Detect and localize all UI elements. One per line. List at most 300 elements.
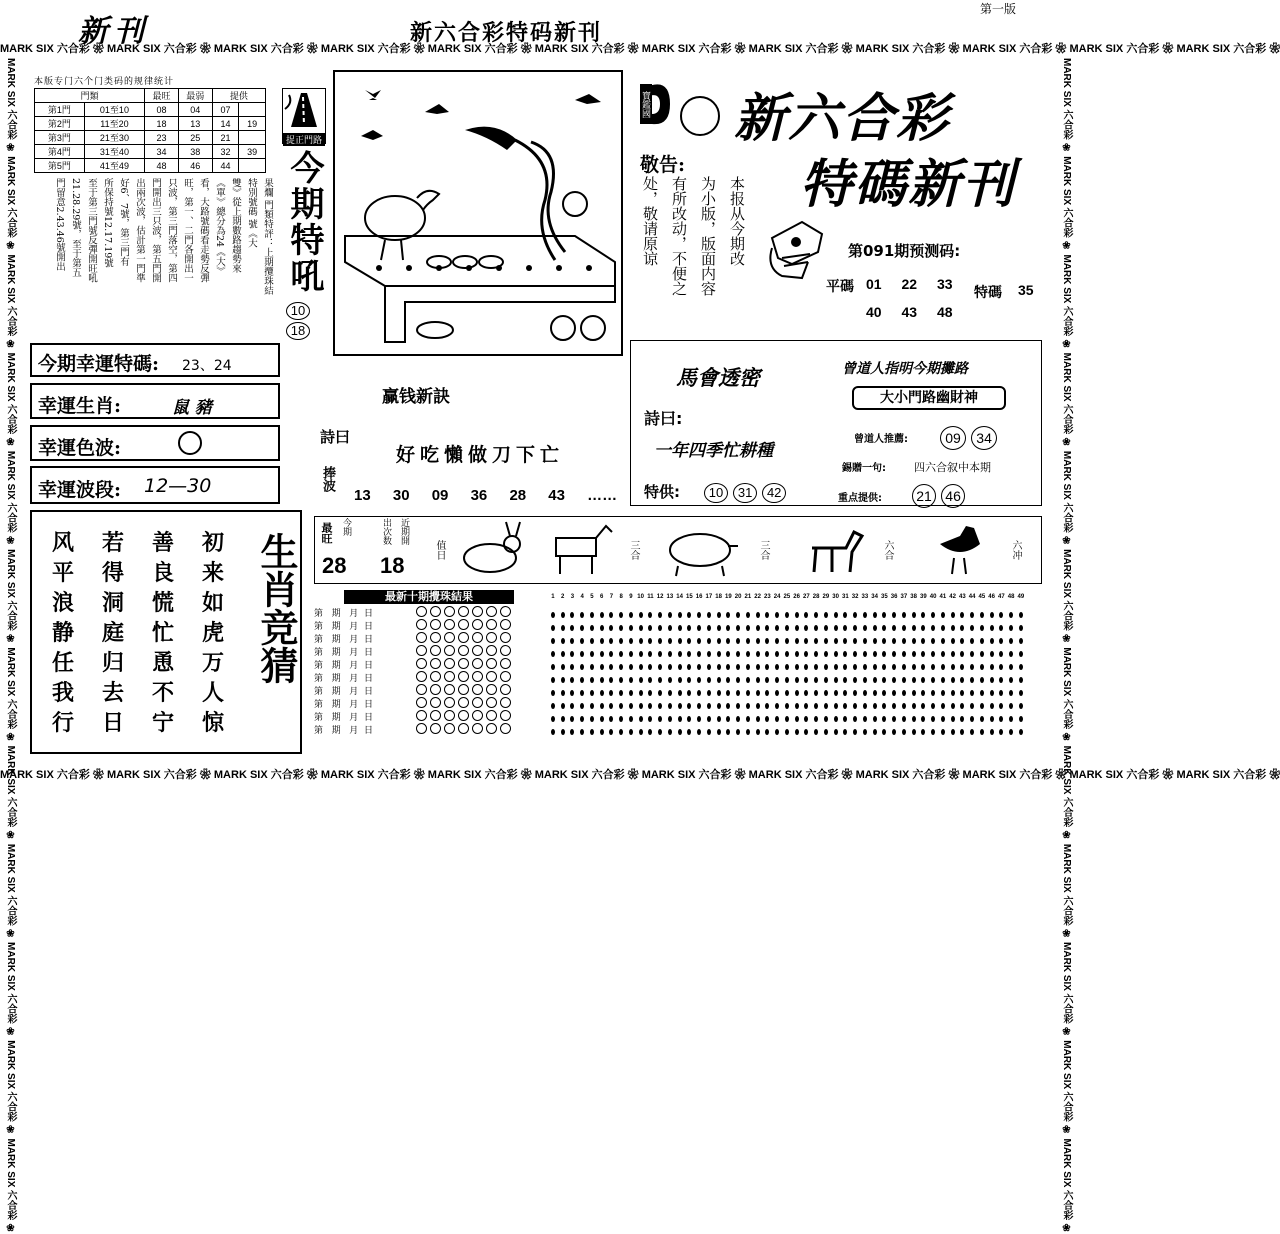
record-ball-icon [444, 632, 455, 643]
record-dot [811, 673, 821, 686]
record-dot [1016, 699, 1026, 712]
record-ball-icon [458, 723, 469, 734]
record-dot [587, 660, 597, 673]
record-dot [675, 712, 685, 725]
record-dot [821, 634, 831, 647]
record-ball-icon [486, 645, 497, 656]
record-ball-icon [430, 710, 441, 721]
record-dot [997, 699, 1007, 712]
record-dot [724, 699, 734, 712]
record-dot [909, 608, 919, 621]
record-dot [987, 660, 997, 673]
record-dot [704, 673, 714, 686]
table-row [416, 645, 511, 658]
table-row [416, 710, 511, 723]
flat-label: 平碼 [826, 279, 854, 295]
record-dot [850, 699, 860, 712]
record-dot [587, 634, 597, 647]
table-row [416, 684, 511, 697]
record-dot [1006, 673, 1016, 686]
prediction-title: 第091期预测码: [848, 242, 961, 260]
record-dot [568, 699, 578, 712]
record-dot [763, 699, 773, 712]
record-dot [919, 634, 929, 647]
horse-title: 馬會透密 [676, 365, 760, 390]
record-dot [850, 621, 860, 634]
record-dot [763, 673, 773, 686]
record-dot [1016, 647, 1026, 660]
record-dot [821, 647, 831, 660]
bird-illustration-icon [335, 72, 621, 354]
record-ball-icon [430, 619, 441, 630]
table-row [548, 647, 1026, 660]
horse-special-label: 特供: [644, 483, 680, 501]
record-dot [1006, 712, 1016, 725]
record-dot [919, 686, 929, 699]
poem-grid: 风 若 善 初 平 得 良 来 浪 洞 慌 如 静 庭 忙 虎 任 归 恿 万 我 去 不 人 行 日 宁 惊 [51, 530, 224, 736]
record-dot [753, 634, 763, 647]
record-dot [889, 608, 899, 621]
record-dot [743, 660, 753, 673]
record-dot [938, 699, 948, 712]
record-dot [811, 660, 821, 673]
record-dot [607, 634, 617, 647]
record-dot [636, 699, 646, 712]
record-dot [616, 673, 626, 686]
record-dot [704, 608, 714, 621]
record-dot [685, 660, 695, 673]
record-dot [685, 725, 695, 738]
record-dot [607, 699, 617, 712]
record-dot [704, 725, 714, 738]
records-dot-grid [548, 608, 1026, 738]
record-dot [714, 673, 724, 686]
record-dot [958, 634, 968, 647]
record-dot [724, 660, 734, 673]
record-dot [899, 660, 909, 673]
record-dot [850, 712, 860, 725]
record-dot [821, 699, 831, 712]
special-number: 35 [1018, 282, 1034, 298]
edition-label: 第一版 [980, 2, 1017, 16]
record-dot [860, 647, 870, 660]
record-dot [733, 725, 743, 738]
record-dot [909, 712, 919, 725]
table-row: 第4門 31至40 34 38 32 39 [35, 145, 266, 159]
record-number-label: 25 [783, 594, 791, 600]
pick-label: 捧波 [320, 466, 335, 492]
record-dot [694, 660, 704, 673]
record-number-label: 45 [978, 594, 986, 600]
record-dot [616, 608, 626, 621]
record-dot [675, 608, 685, 621]
pick-numbers: 13 30 09 36 28 43 …… [354, 487, 618, 504]
zeng-gift-text: 四六合叙中本期 [914, 461, 991, 474]
record-ball-icon [500, 710, 511, 721]
record-ball-icon [416, 710, 427, 721]
record-dot [597, 647, 607, 660]
record-dot [1006, 647, 1016, 660]
record-dot [899, 608, 909, 621]
record-dot [646, 673, 656, 686]
record-ball-icon [416, 684, 427, 695]
record-dot [743, 673, 753, 686]
record-dot [948, 699, 958, 712]
rooster-icon [930, 520, 990, 578]
record-dot [763, 660, 773, 673]
record-ball-icon [444, 671, 455, 682]
record-dot [948, 712, 958, 725]
record-dot [1016, 712, 1026, 725]
record-number-label: 33 [861, 594, 869, 600]
record-dot [909, 699, 919, 712]
winning-poem: 好吃懶做刀下亡 [396, 444, 565, 466]
record-dot [889, 712, 899, 725]
record-dot [655, 647, 665, 660]
record-dot [850, 725, 860, 738]
record-dot [724, 647, 734, 660]
record-ball-icon [430, 632, 441, 643]
record-dot [753, 608, 763, 621]
logo-text: 新刊 [78, 14, 150, 49]
record-dot [655, 660, 665, 673]
record-ball-icon [444, 606, 455, 617]
record-ball-icon [458, 645, 469, 656]
table-row [548, 634, 1026, 647]
record-ball-icon [458, 671, 469, 682]
record-dot [802, 686, 812, 699]
record-dot [626, 686, 636, 699]
record-ball-icon [500, 697, 511, 708]
record-dot [850, 686, 860, 699]
record-dot [772, 608, 782, 621]
record-dot [655, 673, 665, 686]
record-dot [821, 712, 831, 725]
table-row [548, 712, 1026, 725]
record-dot [811, 647, 821, 660]
record-dot [958, 712, 968, 725]
record-dot [665, 647, 675, 660]
record-dot [597, 634, 607, 647]
record-dot [997, 725, 1007, 738]
record-dot [987, 608, 997, 621]
record-dot [685, 608, 695, 621]
record-dot [811, 699, 821, 712]
lucky-special-box: 今期幸運特碼: 23、24 [30, 343, 280, 377]
record-dot [597, 725, 607, 738]
record-dot [685, 673, 695, 686]
record-number-label: 47 [998, 594, 1005, 600]
record-number-label: 26 [793, 594, 800, 600]
record-dot [655, 725, 665, 738]
record-dot [733, 686, 743, 699]
record-dot [821, 686, 831, 699]
zeng-focus-label: 重点提供: [838, 493, 882, 504]
record-dot [772, 686, 782, 699]
record-dot [880, 634, 890, 647]
record-dot [792, 673, 802, 686]
record-dot [548, 647, 558, 660]
record-ball-icon [430, 671, 441, 682]
record-dot [938, 673, 948, 686]
record-dot [587, 647, 597, 660]
record-dot [850, 647, 860, 660]
record-dot [607, 647, 617, 660]
table-row: 第 期 月 日 [314, 700, 373, 710]
horse-poem: 一年四季忙耕種 [654, 441, 773, 461]
record-dot [841, 647, 851, 660]
record-dot [665, 673, 675, 686]
record-dot [782, 647, 792, 660]
record-dot [792, 647, 802, 660]
record-dot [909, 725, 919, 738]
record-dot [694, 608, 704, 621]
record-dot [802, 725, 812, 738]
record-dot [860, 725, 870, 738]
record-dot [792, 660, 802, 673]
record-dot [997, 647, 1007, 660]
record-dot [938, 725, 948, 738]
record-dot [577, 673, 587, 686]
record-dot [753, 712, 763, 725]
record-ball-icon [500, 632, 511, 643]
record-dot [860, 673, 870, 686]
record-dot [763, 621, 773, 634]
record-dot [568, 647, 578, 660]
record-dot [782, 608, 792, 621]
record-dot [665, 725, 675, 738]
record-dot [948, 673, 958, 686]
record-dot [714, 634, 724, 647]
record-dot [665, 686, 675, 699]
record-dot [850, 608, 860, 621]
record-dot [616, 660, 626, 673]
record-dot [733, 634, 743, 647]
record-dot [568, 621, 578, 634]
record-dot [870, 725, 880, 738]
record-dot [753, 647, 763, 660]
record-dot [772, 634, 782, 647]
record-dot [655, 621, 665, 634]
zeng-title: 曾道人指明今期攤路 [842, 361, 968, 377]
record-dot [831, 725, 841, 738]
record-dot [958, 647, 968, 660]
illustration-box [333, 70, 623, 356]
record-dot [977, 660, 987, 673]
record-number-label: 46 [988, 594, 995, 600]
record-dot [763, 634, 773, 647]
record-ball-icon [500, 671, 511, 682]
record-dot [821, 660, 831, 673]
record-ball-icon [458, 606, 469, 617]
record-dot [577, 608, 587, 621]
flat-numbers-row1: 01 22 33 [866, 276, 953, 292]
record-dot [685, 634, 695, 647]
record-number-label: 49 [1017, 594, 1025, 600]
record-dot [928, 699, 938, 712]
record-dot [909, 673, 919, 686]
record-dot [558, 634, 568, 647]
record-dot [577, 699, 587, 712]
goat-icon [546, 520, 616, 578]
record-dot [616, 686, 626, 699]
record-dot [714, 608, 724, 621]
record-ball-icon [458, 632, 469, 643]
record-dot [753, 686, 763, 699]
record-ball-icon [472, 697, 483, 708]
record-number-label: 37 [900, 594, 908, 600]
winning-poem-label: 詩曰 [320, 428, 351, 446]
record-dot [811, 621, 821, 634]
table-row: 第5門 41至49 48 46 44 [35, 159, 266, 173]
record-dot [1006, 608, 1016, 621]
record-dot [626, 621, 636, 634]
record-dot [607, 673, 617, 686]
record-dot [587, 608, 597, 621]
record-number-label: 40 [929, 594, 937, 600]
border-band-right: MARK SIX 六合彩 ❀ MARK SIX 六合彩 ❀ MARK SIX 六合彩 ❀ MARK SIX 六合彩 ❀ MARK SIX 六合彩 ❀ MARK SIX 六合彩 ❀ MARK SIX 六合彩 ❀ MARK SIX 六合彩 ❀ MARK SIX 六合彩 ❀ MARK SIX 六合彩 ❀ MARK SIX 六合彩 ❀ MARK SIX 六合彩 ❀ [1061, 58, 1072, 1234]
record-dot [636, 712, 646, 725]
record-dot [909, 647, 919, 660]
record-dot [928, 608, 938, 621]
record-dot [577, 660, 587, 673]
record-dot [802, 699, 812, 712]
record-dot [694, 686, 704, 699]
record-dot [909, 621, 919, 634]
record-dot [714, 621, 724, 634]
table-row [548, 608, 1026, 621]
record-dot [607, 725, 617, 738]
record-number-label: 16 [695, 594, 703, 600]
record-number-label: 41 [939, 594, 947, 600]
record-dot [928, 621, 938, 634]
record-dot [880, 647, 890, 660]
record-dot [636, 647, 646, 660]
record-dot [548, 660, 558, 673]
record-dot [568, 634, 578, 647]
jinqi-title: 今期特吼 [284, 150, 324, 294]
record-dot [870, 712, 880, 725]
table-row [548, 621, 1026, 634]
record-dot [948, 621, 958, 634]
record-dot [646, 725, 656, 738]
record-dot [724, 634, 734, 647]
record-dot [694, 647, 704, 660]
table-row: 第 期 月 日 [314, 726, 373, 736]
record-dot [870, 647, 880, 660]
record-dot [802, 634, 812, 647]
record-dot [675, 699, 685, 712]
record-dot [763, 647, 773, 660]
record-dot [597, 660, 607, 673]
record-number-label: 28 [812, 594, 820, 600]
record-ball-icon [500, 658, 511, 669]
record-dot [928, 712, 938, 725]
record-dot [704, 634, 714, 647]
record-number-label: 27 [803, 594, 810, 600]
record-dot [753, 725, 763, 738]
near-value: 18 [380, 553, 405, 578]
record-dot [675, 621, 685, 634]
record-dot [636, 634, 646, 647]
record-dot [568, 712, 578, 725]
record-dot [997, 686, 1007, 699]
record-dot [743, 686, 753, 699]
record-ball-icon [486, 710, 497, 721]
record-dot [724, 621, 734, 634]
record-dot [782, 712, 792, 725]
lucky-color-box: 幸運色波: [30, 425, 280, 461]
record-dot [948, 660, 958, 673]
record-dot [714, 699, 724, 712]
record-dot [753, 673, 763, 686]
record-dot [967, 699, 977, 712]
record-dot [724, 686, 734, 699]
record-dot [616, 699, 626, 712]
record-ball-icon [472, 606, 483, 617]
record-dot [597, 608, 607, 621]
record-dot [831, 712, 841, 725]
record-dot [675, 647, 685, 660]
record-dot [977, 725, 987, 738]
record-dot [938, 660, 948, 673]
record-number-label: 42 [949, 594, 956, 600]
record-number-label: 32 [851, 594, 859, 600]
border-band-top: MARK SIX 六合彩 ❀ MARK SIX 六合彩 ❀ MARK SIX 六合彩 ❀ MARK SIX 六合彩 ❀ MARK SIX 六合彩 ❀ MARK SIX 六合彩 ❀ MARK SIX 六合彩 ❀ MARK SIX 六合彩 ❀ MARK SIX 六合彩 ❀ MARK SIX 六合彩 ❀ MARK SIX 六合彩 ❀ MARK SIX 六合彩 ❀ [0, 43, 1280, 55]
road-icon [283, 89, 325, 129]
record-dot [792, 608, 802, 621]
record-dot [763, 725, 773, 738]
hot-header: 最旺 [145, 89, 179, 103]
record-dot [694, 634, 704, 647]
record-dot [772, 660, 782, 673]
main-title: 新六合彩特码新刊 [410, 20, 603, 46]
record-dot [568, 686, 578, 699]
record-dot [870, 608, 880, 621]
record-dot [841, 712, 851, 725]
record-dot [597, 712, 607, 725]
record-dot [899, 673, 909, 686]
record-dot [772, 673, 782, 686]
record-dot [928, 660, 938, 673]
gate-header: 門類 [35, 89, 145, 103]
record-dot [694, 712, 704, 725]
record-dot [792, 621, 802, 634]
record-number-label: 43 [959, 594, 966, 600]
record-number-label: 3 [570, 594, 575, 600]
record-number-label: 22 [754, 594, 761, 600]
zeng-gift-label: 錫贈一句: [842, 463, 886, 474]
record-dot [577, 686, 587, 699]
record-dot [919, 621, 929, 634]
record-dot [743, 725, 753, 738]
record-number-label: 9 [629, 594, 633, 600]
record-dot [724, 712, 734, 725]
record-dot [694, 673, 704, 686]
record-ball-icon [472, 619, 483, 630]
record-ball-icon [472, 645, 483, 656]
record-dot [977, 621, 987, 634]
record-number-label: 39 [920, 594, 927, 600]
record-dot [733, 608, 743, 621]
record-dot [948, 686, 958, 699]
record-dot [928, 725, 938, 738]
record-dot [558, 673, 568, 686]
table-row: 第 期 月 日 [314, 635, 373, 645]
record-dot [714, 660, 724, 673]
gate-table [34, 88, 266, 173]
record-dot [987, 673, 997, 686]
